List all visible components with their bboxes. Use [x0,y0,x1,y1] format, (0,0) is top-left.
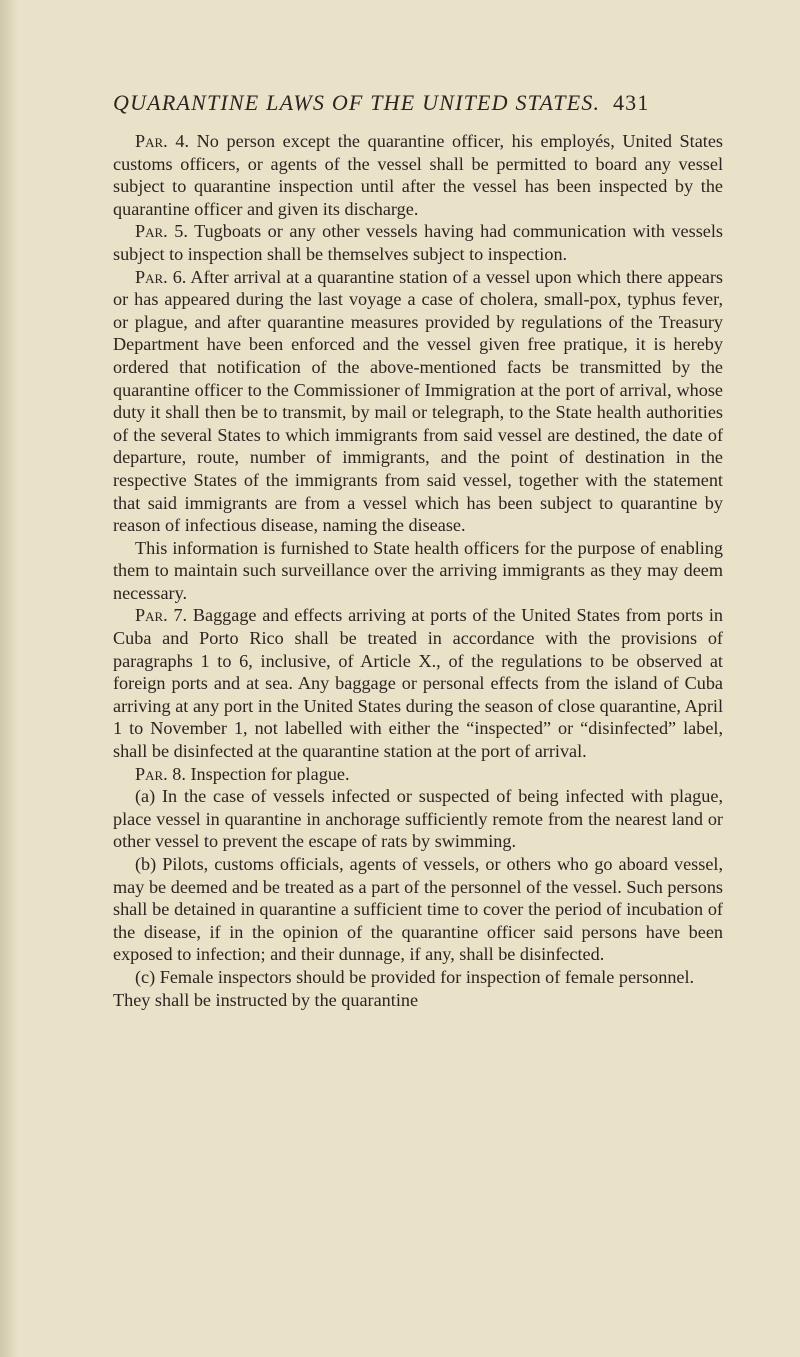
paragraph-body: Baggage and effects arriving at ports of the United States from ports in Cuba and Porto Rico shall be treated in accordance with the provisions of paragraphs 1 to 6, inclusive, of Article X., of the regulations to be observed at foreign ports and at sea. Any baggage or personal effects from the island of Cuba arriving at any port in the United States during the season of close quarantine, April 1 to November 1, not labelled with either the “inspected” or “disinfected” label, shall be disinfected at the quarantine station at the port of arrival. [113,605,723,762]
paragraph-body: Inspection for plague. [190,763,350,784]
page-number: 431 [612,90,650,115]
paragraph-body: Female inspectors should be provided for inspection of female personnel. They shall be instructed by the quarantine [113,966,695,1010]
paragraph-par-7 [113,604,723,762]
paragraph-par-8 [113,763,723,786]
paragraph-body: Pilots, customs officials, agents of vessels, or others who go aboard vessel, may be deemed and be treated as a part of the personnel of the vessel. Such persons shall be detained in quarantine a sufficient time to cover the period of incubation of the disease, if in the opinion of the quarantine officer said persons have been exposed to infection; and their dunnage, if any, shall be disinfected. [113,854,724,965]
running-header [113,90,733,116]
paragraph-par-6 [113,266,723,537]
paragraph-item-b [113,853,723,966]
paragraph-lead: Par. 7. [135,605,188,626]
paragraph-body: This information is furnished to State health officers for the purpose of enabling them to maintain such surveillance over the arriving immigrants as they may deem necessary. [113,537,723,603]
running-title: QUARANTINE LAWS OF THE UNITED STATES. [113,90,601,115]
paragraph-body: In the case of vessels infected or suspected of being infected with plague, place vessel in quarantine in anchorage sufficiently remote from the nearest land or other vessel to prevent the escape of rats by swimming. [113,786,723,852]
paragraph-body: Tugboats or any other vessels having had communication with vessels subject to inspection shall be themselves subject to inspection. [113,221,723,264]
paragraph-par-5 [113,220,723,265]
paragraph-body: After arrival at a quarantine station of a vessel upon which there appears or has appeared during the last voyage a case of cholera, small-pox, typhus fever, or plague, and after quarantine measures provided by regulations of the Treasury Department have been enforced and the vessel given free pratique, it is hereby ordered that notification of the above-mentioned facts be transmitted by the quarantine officer to the Commissioner of Immigration at the port of arrival, whose duty it shall then be to transmit, by mail or telegraph, to the State health authorities of the several States to which immigrants from said vessel are destined, the date of departure, route, number of immigrants, and the point of destination in the respective States of the immigrants from said vessel, together with the statement that said immigrants are from a vessel which has been subject to quarantine by reason of infectious disease, naming the disease. [113,266,723,536]
paragraph-lead: Par. 4. [135,131,190,151]
paragraph-information [113,537,723,605]
page-gutter-shadow [0,0,18,1357]
paragraph-par-4 [113,130,723,220]
paragraph-lead: Par. 6. [135,266,187,287]
paragraph-lead: Par. 5. [135,221,188,242]
paragraph-lead: Par. 8. [135,763,186,784]
paragraph-lead: (a) [135,786,156,807]
paragraph-item-c [113,966,723,1011]
paragraph-body: No person except the quarantine officer, his employés, United States customs officers, or agents of the vessel shall be permitted to board any vessel subject to quarantine inspection until after the vessel has been inspected by the quarantine officer and given its discharge. [113,131,723,219]
paragraph-item-a [113,785,723,853]
paragraph-lead: (c) [135,966,156,987]
paragraph-lead: (b) [135,854,157,874]
body-text [113,130,723,1011]
